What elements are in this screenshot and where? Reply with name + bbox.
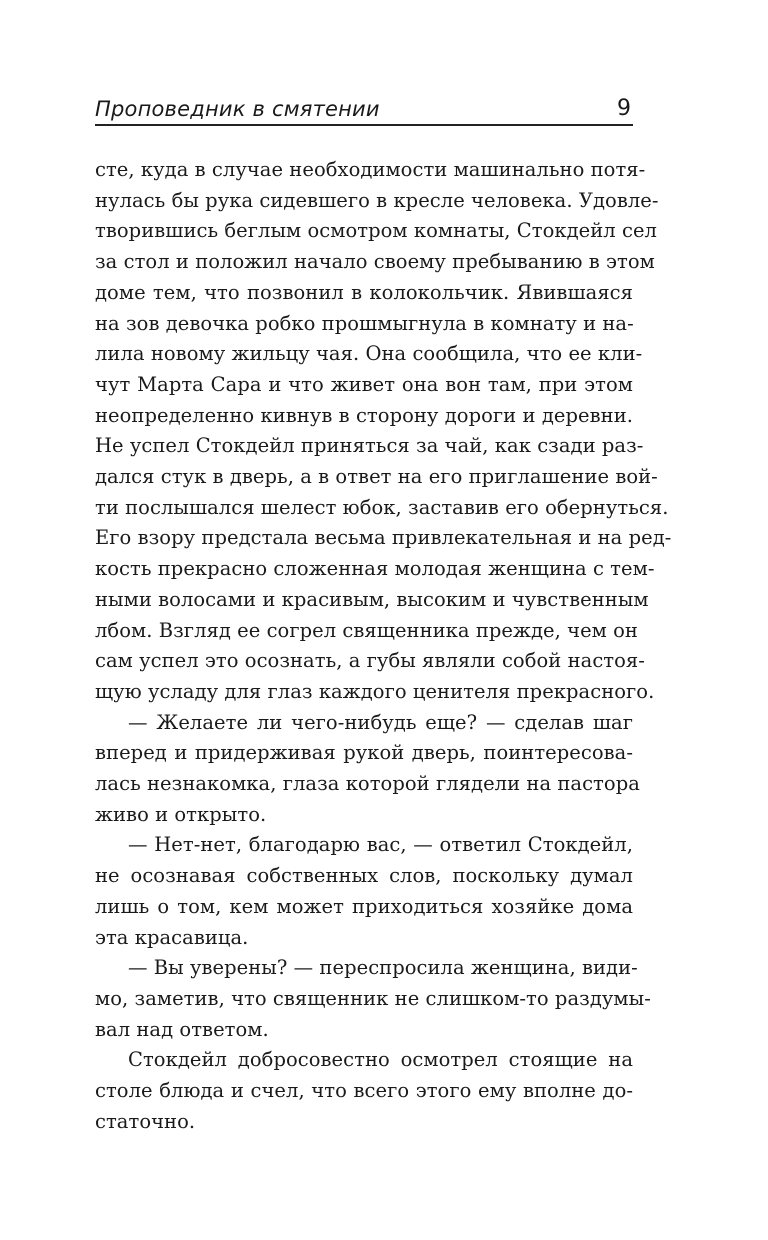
- text-line: эта красавица.: [95, 925, 249, 949]
- text-line: столе блюда и счел, что всего этого ему вполне до-: [95, 1079, 633, 1103]
- text-line: сте, куда в случае необходимости машинально потя-: [95, 158, 646, 181]
- text-line: лбом. Взгляд ее согрел священника прежде, чем он: [95, 618, 638, 642]
- text-line: дался стук в дверь, а в ответ на его приглашение вой-: [95, 465, 658, 489]
- text-line: сам успел это осознать, а губы являли собой настоя-: [95, 649, 645, 673]
- text-line: живо и открыто.: [95, 802, 267, 826]
- text-line: — Желаете ли чего-нибудь еще? — сделав шаг: [128, 710, 633, 734]
- text-line: на зов девочка робко прошмыгнула в комнату и на-: [95, 311, 634, 335]
- paragraph-1: [95, 155, 672, 708]
- text-line: Не успел Стокдейл приняться за чай, как сзади раз-: [95, 434, 644, 458]
- text-line: — Нет-нет, благодарю вас, — ответил Стокдейл,: [128, 833, 633, 857]
- running-title: Проповедник в смятении: [95, 97, 380, 121]
- text-line: ти послышался шелест юбок, заставив его обернуться.: [95, 495, 669, 519]
- paragraph-5: [95, 1045, 633, 1137]
- book-page: [95, 88, 672, 1138]
- text-line: статочно.: [95, 1109, 196, 1133]
- text-line: за стол и положил начало своему пребыванию в этом: [95, 250, 655, 274]
- text-line: вперед и придерживая рукой дверь, поинтересова-: [95, 741, 633, 765]
- paragraph-4: [95, 953, 651, 1045]
- text-line: щую усладу для глаз каждого ценителя прекрасного.: [95, 679, 655, 703]
- text-line: мо, заметив, что священник не слишком-то раздумы-: [95, 986, 651, 1010]
- page-number: 9: [617, 96, 631, 121]
- running-header: [95, 88, 633, 126]
- text-line: не осознавая собственных слов, поскольку думал: [95, 864, 633, 888]
- text-line: творившись беглым осмотром комнаты, Стокдейл сел: [95, 219, 657, 243]
- paragraph-3: [95, 830, 633, 953]
- text-line: чут Марта Сара и что живет она вон там, при этом: [95, 372, 633, 396]
- text-line: — Вы уверены? — переспросила женщина, види-: [128, 956, 638, 980]
- body-text: [95, 155, 672, 1138]
- text-line: неопределенно кивнув в сторону дороги и деревни.: [95, 403, 633, 427]
- text-line: доме тем, что позвонил в колокольчик. Явившаяся: [95, 280, 633, 304]
- text-line: Стокдейл добросовестно осмотрел стоящие на: [128, 1048, 633, 1072]
- text-line: лишь о том, кем может приходиться хозяйке дома: [95, 894, 633, 918]
- text-line: кость прекрасно сложенная молодая женщина с тем-: [95, 557, 655, 581]
- text-line: лила новому жильцу чая. Она сообщила, что ее кли-: [95, 342, 643, 366]
- text-line: вал над ответом.: [95, 1017, 269, 1041]
- paragraph-2: [95, 708, 640, 831]
- text-line: нулась бы рука сидевшего в кресле человека. Удовле-: [95, 188, 659, 212]
- text-line: ными волосами и красивым, высоким и чувственным: [95, 587, 649, 611]
- text-line: лась незнакомка, глаза которой глядели на пастора: [95, 772, 640, 796]
- text-line: Его взору предстала весьма привлекательная и на ред-: [95, 526, 672, 550]
